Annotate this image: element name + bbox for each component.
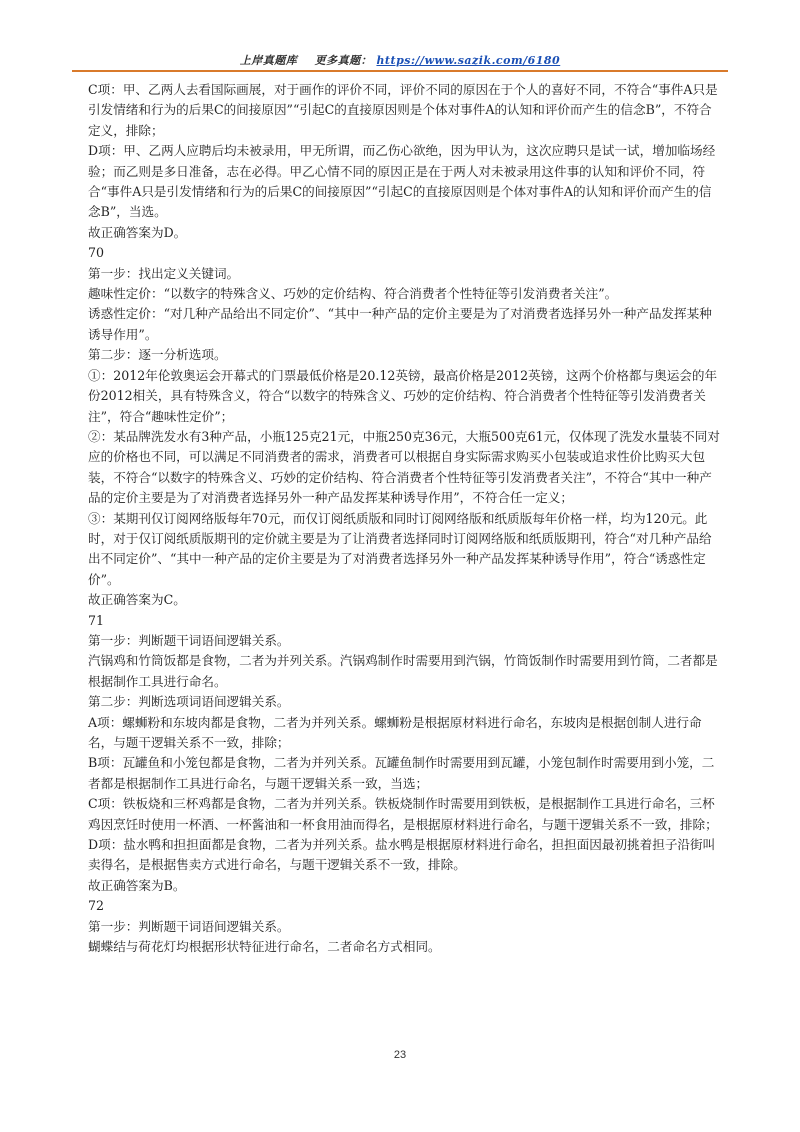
- paragraph: D项：甲、乙两人应聘后均未被录用，甲无所谓，而乙伤心欲绝，因为甲认为，这次应聘只是试一试，增加临场经验；而乙则是多日准备，志在必得。甲乙心情不同的原因正是在于两人对未被录用这件事的认知和评价不同，符合“事件A只是引发情绪和行为的后果C的间接原因”“引起C的直接原因则是个体对事件A的认知和评价而产生的信念B”，当选。: [88, 143, 716, 220]
- header-label: 更多真题：: [314, 54, 373, 67]
- page-header: [72, 52, 728, 68]
- paragraph: 汽锅鸡和竹筒饭都是食物，二者为并列关系。汽锅鸡制作时需要用到汽锅，竹筒饭制作时需要用到竹筒，二者都是根据制作工具进行命名。: [88, 653, 718, 689]
- paragraph: ①：2012年伦敦奥运会开幕式的门票最低价格是20.12英镑，最高价格是2012英镑，这两个价格都与奥运会的年份2012相关，具有特殊含义，符合“以数字的特殊含义、巧妙的定价结构、符合消费者个性特征等引发消费者关注”，符合“趣味性定价”；: [88, 367, 718, 424]
- paragraph: 蝴蝶结与荷花灯均根据形状特征进行命名，二者命名方式相同。: [88, 939, 441, 955]
- question-number: 71: [88, 612, 105, 628]
- paragraph: 故正确答案为D。: [88, 224, 187, 240]
- paragraph: 第一步：找出定义关键词。: [88, 265, 240, 281]
- paragraph: 故正确答案为C。: [88, 592, 186, 608]
- paragraph: B项：瓦罐鱼和小笼包都是食物，二者为并列关系。瓦罐鱼制作时需要用到瓦罐，小笼包制作时需要用到小笼，二者都是根据制作工具进行命名，与题干逻辑关系一致，当选；: [88, 755, 715, 791]
- paragraph: 故正确答案为B。: [88, 877, 186, 893]
- paragraph: 趣味性定价：“以数字的特殊含义、巧妙的定价结构、符合消费者个性特征等引发消费者关注”。: [88, 286, 618, 302]
- question-number: 70: [88, 245, 105, 261]
- paragraph: A项：螺蛳粉和东坡肉都是食物，二者为并列关系。螺蛳粉是根据原材料进行命名，东坡肉是根据创制人进行命名，与题干逻辑关系不一致，排除；: [88, 714, 702, 750]
- document-body: [88, 80, 724, 957]
- question-number: 72: [88, 898, 105, 914]
- paragraph: C项：甲、乙两人去看国际画展，对于画作的评价不同，评价不同的原因在于个人的喜好不同，不符合“事件A只是引发情绪和行为的后果C的间接原因”“引起C的直接原因则是个体对事件A的认知和评价而产生的信念B”，不符合定义，排除；: [88, 82, 718, 138]
- page-number: 23: [393, 1049, 407, 1061]
- paragraph: 诱惑性定价：“对几种产品给出不同定价”、“其中一种产品的定价主要是为了对消费者选择另外一种产品发挥某种诱导作用”。: [88, 306, 712, 342]
- paragraph: 第一步：判断题干词语间逻辑关系。: [88, 918, 290, 934]
- header-divider: [72, 70, 728, 72]
- paragraph: 第二步：判断选项词语间逻辑关系。: [88, 694, 290, 710]
- paragraph: C项：铁板烧和三杯鸡都是食物，二者为并列关系。铁板烧制作时需要用到铁板，是根据制作工具进行命名，三杯鸡因烹饪时使用一杯酒、一杯酱油和一杯食用油而得名，是根据原材料进行命名，与题干逻辑关系不一致，排除；: [88, 796, 718, 832]
- paragraph: ③：某期刊仅订阅网络版每年70元，而仅订阅纸质版和同时订阅网络版和纸质版每年价格一样，均为120元。此时，对于仅订阅纸质版期刊的定价就主要是为了让消费者选择同时订阅网络版和纸质版期刊，符合“对几种产品给出不同定价”、“其中一种产品的定价主要是为了对消费者选择另外一种产品发挥某种诱导作用”，符合“诱惑性定价”。: [88, 510, 712, 587]
- paragraph: 第一步：判断题干词语间逻辑关系。: [88, 632, 290, 648]
- header-url-link[interactable]: https://www.sazik.com/6180: [376, 54, 561, 67]
- paragraph: 第二步：逐一分析选项。: [88, 347, 227, 363]
- paragraph: D项：盐水鸭和担担面都是食物，二者为并列关系。盐水鸭是根据原材料进行命名，担担面因最初挑着担子沿街叫卖得名，是根据售卖方式进行命名，与题干逻辑关系不一致，排除。: [88, 837, 716, 873]
- paragraph: ②：某品牌洗发水有3种产品，小瓶125克21元，中瓶250克36元，大瓶500克61元，仅体现了洗发水量装不同对应的价格也不同，可以满足不同消费者的需求，消费者可以根据自身实际需求购买小包装或追求性价比购买大包装，不符合“以数字的特殊含义、巧妙的定价结构、符合消费者个性特征等引发消费者关注”，不符合“其中一种产品的定价主要是为了对消费者选择另外一种产品发挥某种诱导作用”，不符合任一定义；: [88, 428, 720, 506]
- header-site: 上岸真题库: [239, 54, 298, 67]
